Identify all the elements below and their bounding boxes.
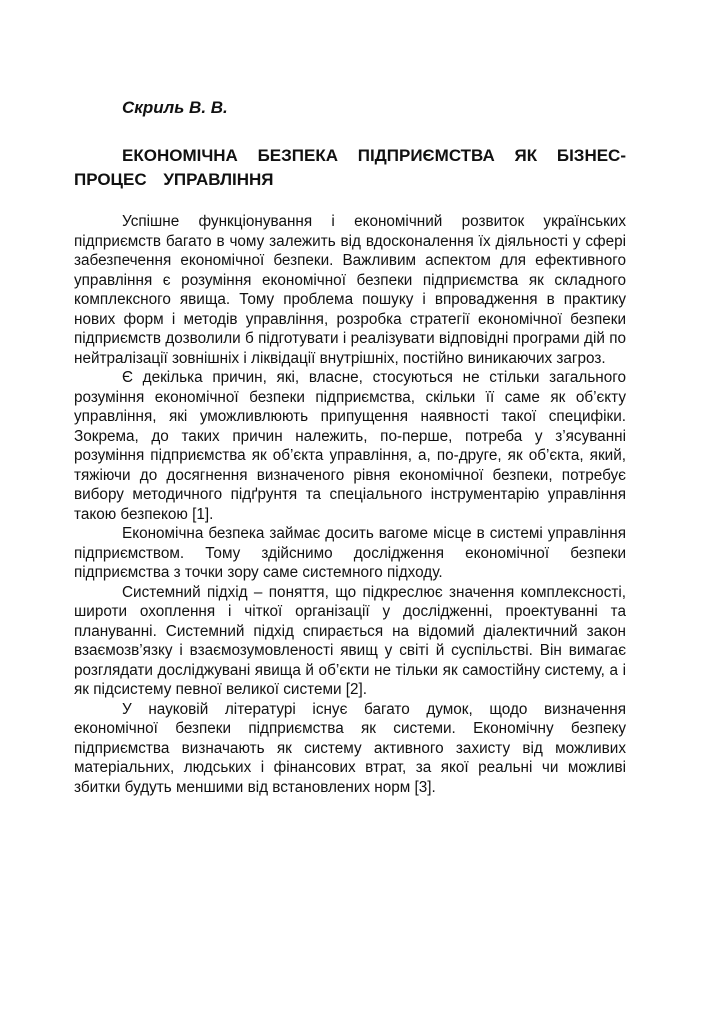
body-paragraph-2: Є декілька причин, які, власне, стосуються не стільки загального розуміння економічної безпеки підприємства, скільки її саме як об’єкту управління, які уможливлюють припущення наявності такої специфіки. Зокрема, до таких причин належить, по-перше, потреба у з’ясуванні розуміння підприємства як об’єкта управління, а, по-друге, як об’єкта, який, тяжіючи до досягнення визначеного рівня економічної безпеки, потребує вибору методичного підґрунтя та спеціального інструментарію управління такою безпекою [1].: [74, 369, 626, 523]
body-paragraph-5: У науковій літературі існує багато думок, щодо визначення економічної безпеки підприємства як системи. Економічну безпеку підприємства визначають як систему активного захисту від можливих матеріальних, людських і фінансових втрат, за якої реальні чи можливі збитки будуть меншими від встановлених норм [3].: [74, 700, 626, 796]
author-name: Скриль В. В.: [122, 98, 228, 117]
body-paragraph-3: Економічна безпека займає досить вагоме місце в системі управління підприємством. Тому здійснимо дослідження економічної безпеки підприємства з точки зору саме системного підходу.: [74, 525, 626, 581]
document-page: [74, 96, 626, 797]
article-title: ЕКОНОМІЧНА БЕЗПЕКА ПІДПРИЄМСТВА ЯК БІЗНЕС-ПРОЦЕС УПРАВЛІННЯ: [74, 146, 626, 189]
body-paragraph-1: Успішне функціонування і економічний розвиток українських підприємств багато в чому залежить від вдосконалення їх діяльності у сфері забезпечення економічної безпеки. Важливим аспектом для ефективного управління є розуміння економічної безпеки підприємства як складного комплексного явища. Тому проблема пошуку і впровадження в практику нових форм і методів управління, розробка стратегії економічної безпеки підприємств дозволили б підготувати і реалізувати відповідні програми дій по нейтралізації зовнішніх і ліквідації внутрішніх, постійно виникаючих загроз.: [74, 213, 626, 367]
body-paragraph-4: Системний підхід – поняття, що підкреслює значення комплексності, широти охоплення і чіткої організації у дослідженні, проектуванні та плануванні. Системний підхід спирається на відомий діалектичний закон взаємозв’язку і взаємозумовленості явищ у світі й суспільстві. Він вимагає розглядати досліджувані явища й об’єкти не тільки як самостійну систему, а і як підсистему певної великої системи [2].: [74, 583, 626, 698]
